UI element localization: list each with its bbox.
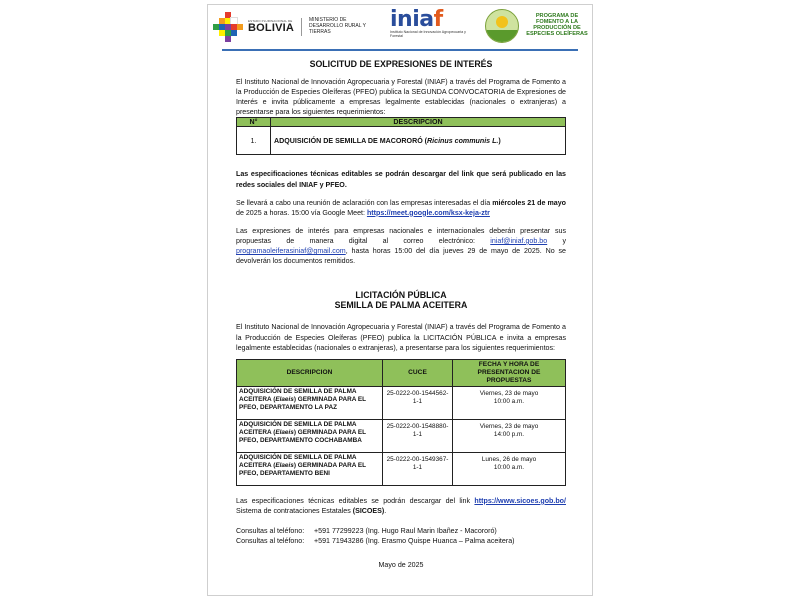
- iniaf-wordmark-f: f: [433, 7, 443, 32]
- contact-value: +591 71943286 (Ing. Erasmo Quispe Huanca – Palma aceitera): [314, 536, 515, 545]
- bolivia-name: BOLIVIA: [248, 22, 295, 34]
- row-description: ADQUISICIÓN DE SEMILLA DE PALMA ACEITERA (Elaeis) GERMINADA PARA EL PFEO, DEPARTAMENTO BENI: [237, 452, 383, 485]
- pfeo-name: PROGRAMA DE FOMENTO A LA PRODUCCIÓN DE ESPECIES OLEÍFERAS: [526, 13, 588, 37]
- requirements-table: [236, 117, 566, 155]
- meeting-date: miércoles 21 de mayo: [492, 198, 566, 207]
- tender-table: [236, 359, 566, 486]
- iniaf-subtitle: Instituto Nacional de Innovación Agropecuaria y Forestal: [390, 30, 466, 38]
- meeting-info: Se llevará a cabo una reunión de aclaración con las empresas interesadas el día miércoles 21 de mayo de 2025 a horas. 15:00 vía Google Meet: https://meet.google.com/ksx-keja-ztr: [236, 198, 566, 217]
- submission-info: Las expresiones de interés para empresas nacionales e internacionales deberán presentar sus propuestas de manera digital al correo electrónico: iniaf@iniaf.gob.bo y programaoleiferasiniaf@gmail.com, hasta horas 15:00 del día jueves 29 de mayo de 2025. No se devolverán los documentos remitidos.: [236, 226, 566, 266]
- section2-title: LICITACIÓN PÚBLICA: [355, 290, 447, 301]
- row-description: ADQUISICIÓN DE SEMILLA DE PALMA ACEITERA (Elaeis) GERMINADA PARA EL PFEO, DEPARTAMENTO LA PAZ: [237, 386, 383, 419]
- section1-intro: El Instituto Nacional de Innovación Agropecuaria y Forestal (INIAF) a través del Programa de Fomento a la Producción de Especies Oleíferas (PFEO) publica la SEGUNDA CONVOCATORIA de Expresiones de Interés e invita públicamente a empresas legalmente establecidas (nacionales o extranjeras) a presentarse para los siguientes requerimientos:: [236, 78, 566, 117]
- row-date: Viernes, 23 de mayo 14:00 p.m.: [453, 419, 566, 452]
- document-header: [208, 5, 592, 53]
- row-date: Viernes, 23 de mayo 10:00 a.m.: [453, 386, 566, 419]
- contact-value: +591 77299223 (Ing. Hugo Raul Marin Ibañez - Macororó): [314, 526, 497, 535]
- contact-row: [236, 536, 566, 546]
- contact-row: [236, 526, 566, 536]
- table-row: [237, 452, 566, 485]
- row-cuce: 25-0222-00-1549367-1-1: [383, 452, 453, 485]
- ministry-name: MINISTERIO DE DESARROLLO RURAL Y TIERRAS: [309, 17, 366, 35]
- footer-date: Mayo de 2025: [378, 561, 424, 570]
- specs-note: Las especificaciones técnicas editables se podrán descargar del link que será publicado en las redes sociales del INIAF y PFEO.: [236, 170, 566, 189]
- sicoes-link[interactable]: https://www.sicoes.gob.bo/: [474, 496, 566, 505]
- iniaf-wordmark: inia: [390, 7, 434, 32]
- col-number-header: N°: [237, 118, 271, 127]
- section2-intro: El Instituto Nacional de Innovación Agropecuaria y Forestal (INIAF) a través del Programa de Fomento a la Producción de Especies Oleíferas (PFEO) publica la LICITACIÓN PÚBLICA e invita a empresas legalmente establecidas (nacionales o extranjeras), a presentarse para los siguientes requerimientos:: [236, 323, 566, 352]
- row-number: 1.: [237, 127, 271, 155]
- iniaf-logo: [390, 9, 468, 39]
- bolivia-small-text: ESTADO PLURINACIONAL DE: [248, 19, 293, 23]
- row-cuce: 25-0222-00-1544562-1-1: [383, 386, 453, 419]
- document-page: [207, 4, 593, 596]
- row-cuce: 25-0222-00-1548880-1-1: [383, 419, 453, 452]
- row-description: ADQUISICIÓN DE SEMILLA DE MACORORÓ (Ricinus communis L.): [271, 127, 566, 155]
- col-description-header: DESCRIPCION: [271, 118, 566, 127]
- col-cuce-header: CUCE: [383, 359, 453, 386]
- bolivia-wiphala-icon: [212, 11, 244, 43]
- bolivia-logo: [212, 11, 367, 43]
- sicoes-info: Las especificaciones técnicas editables se podrán descargar del link https://www.sicoes.gob.bo/ Sistema de contrataciones Estatales (SICOES).: [236, 496, 566, 515]
- contact-label: Consultas al teléfono:: [236, 536, 305, 545]
- contact-label: Consultas al teléfono:: [236, 526, 305, 535]
- col-date-header: FECHA Y HORA DE PRESENTACION DE PROPUESTAS: [453, 359, 566, 386]
- table-row: [237, 386, 566, 419]
- pfeo-logo: [485, 9, 592, 43]
- section2-subtitle: SEMILLA DE PALMA ACEITERA: [334, 300, 468, 311]
- table-row: [237, 127, 566, 155]
- contacts-list: [236, 526, 566, 546]
- email-programa-link[interactable]: programaoleiferasiniaf@gmail.com: [236, 247, 346, 256]
- email-iniaf-link[interactable]: iniaf@iniaf.gob.bo: [490, 236, 548, 245]
- header-rule: [222, 49, 578, 51]
- col-description-header: DESCRIPCION: [237, 359, 383, 386]
- section1-title: SOLICITUD DE EXPRESIONES DE INTERÉS: [309, 59, 493, 69]
- pfeo-emblem-icon: [485, 9, 519, 43]
- document-body: [236, 57, 566, 570]
- row-description: ADQUISICIÓN DE SEMILLA DE PALMA ACEITERA (Elaeis) GERMINADA PARA EL PFEO, DEPARTAMENTO COCHABAMBA: [237, 419, 383, 452]
- table-row: [237, 419, 566, 452]
- header-divider: [301, 18, 302, 36]
- row-date: Lunes, 26 de mayo 10:00 a.m.: [453, 452, 566, 485]
- google-meet-link[interactable]: https://meet.google.com/ksx-keja-ztr: [366, 208, 490, 217]
